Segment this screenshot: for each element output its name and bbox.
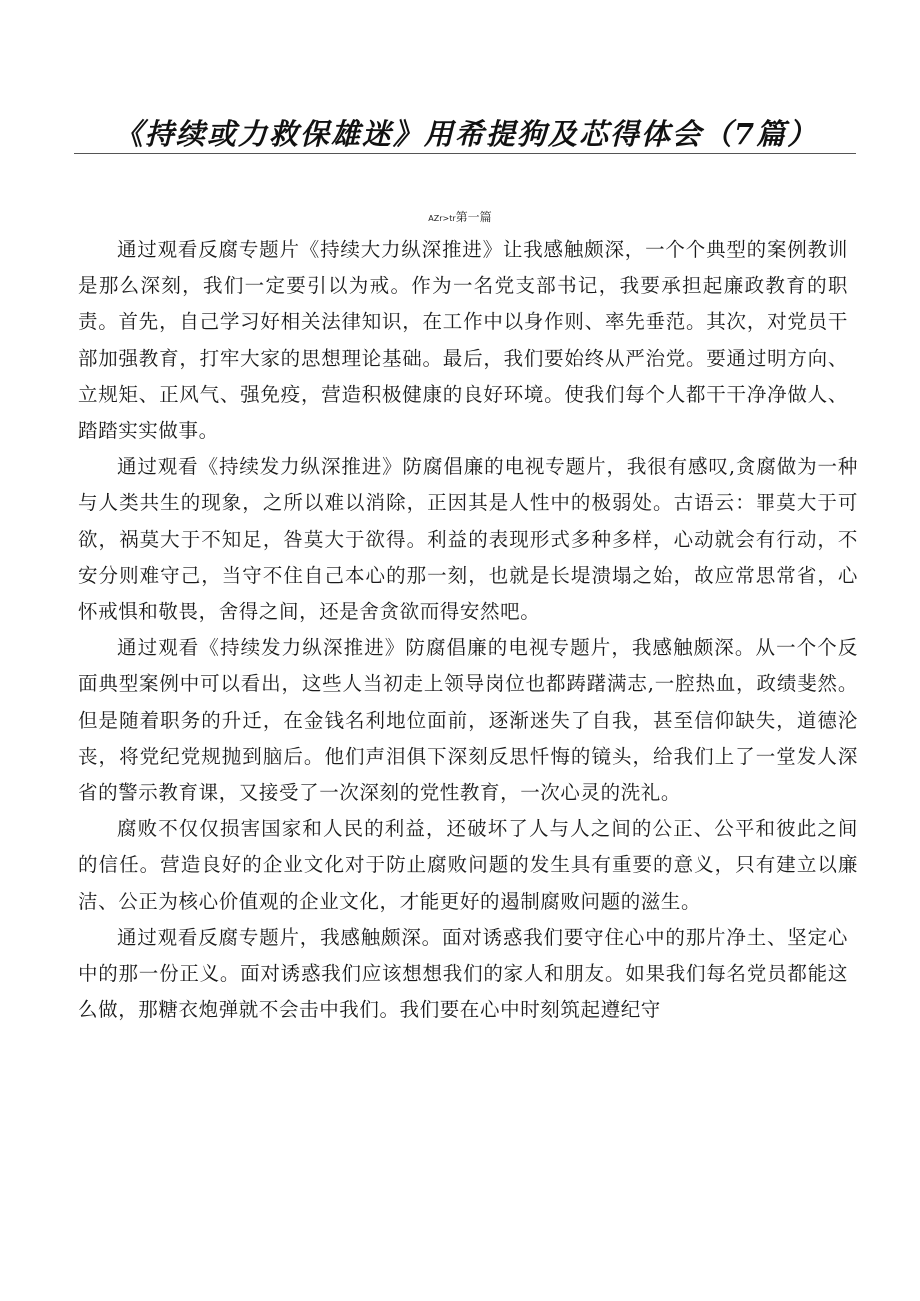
- section-prefix: AZr>tr: [428, 214, 456, 223]
- section-heading: [0, 208, 920, 225]
- paragraph-4: 腐败不仅仅损害国家和人民的利益，还破坏了人与人之间的公正、公平和彼此之间的信任。营造良好的企业文化对于防止腐败问题的发生具有重要的意义，只有建立以廉洁、公正为核心价值观的企业文化，才能更好的遏制腐败问题的滋生。: [78, 817, 858, 913]
- paragraph-3: 通过观看《持续发力纵深推进》防腐倡廉的电视专题片，我感触颇深。从一个个反面典型案例中可以看出，这些人当初走上领导岗位也都踌躇满志,一腔热血，政绩斐然。但是随着职务的升迁，在金钱名利地位面前，逐渐迷失了自我，甚至信仰缺失，道德沦丧，将党纪党规抛到脑后。他们声泪俱下深刻反思忏悔的镜头，给我们上了一堂发人深省的警示教育课，又接受了一次深刻的党性教育，一次心灵的洗礼。: [78, 636, 858, 805]
- paragraph-5: 通过观看反腐专题片，我感触颇深。面对诱惑我们要守住心中的那片净土、坚定心中的那一份正义。面对诱惑我们应该想想我们的家人和朋友。如果我们每名党员都能这么做，那糖衣炮弹就不会击中我们。我们要在心中时刻筑起遵纪守: [78, 925, 848, 1022]
- paragraph-1: 通过观看反腐专题片《持续大力纵深推进》让我感触颇深，一个个典型的案例教训是那么深刻，我们一定要引以为戒。作为一名党支部书记，我要承担起廉政教育的职责。首先，自己学习好相关法律知识，在工作中以身作则、率先垂范。其次，对党员干部加强教育，打牢大家的思想理论基础。最后，我们要始终从严治党。要通过明方向、立规矩、正风气、强免疫，营造积极健康的良好环境。使我们每个人都干干净净做人、踏踏实实做事。: [78, 238, 848, 443]
- title-underline: [74, 153, 856, 154]
- document-body: [78, 232, 858, 1028]
- document-title: 《持续或力救保雄迷》用希提狗及芯得体会（7篇）: [113, 117, 819, 151]
- section-label: 第一篇: [455, 210, 492, 224]
- paragraph-2: 通过观看《持续发力纵深推进》防腐倡廉的电视专题片，我很有感叹,贪腐做为一种与人类共生的现象，之所以难以消除，正因其是人性中的极弱处。古语云：罪莫大于可欲，祸莫大于不知足，咎莫大于欲得。利益的表现形式多种多样，心动就会有行动，不安分则难守己，当守不住自己本心的那一刻，也就是长堤溃塌之始，故应常思常省，心怀戒惧和敬畏，舍得之间，还是舍贪欲而得安然吧。: [78, 455, 858, 624]
